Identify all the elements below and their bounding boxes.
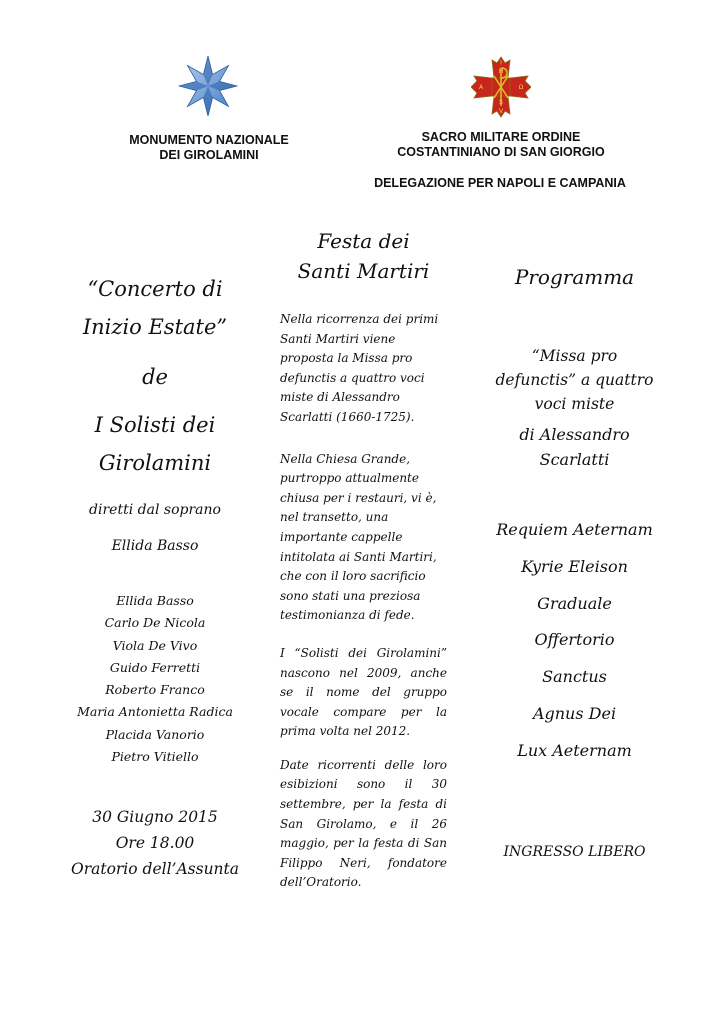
program-sections xyxy=(482,512,667,770)
constantinian-cross-icon xyxy=(471,56,531,118)
cross-monogram-bottom: V xyxy=(498,108,504,115)
performer-name: Guido Ferretti xyxy=(109,659,201,675)
text-line: sono stati una preziosa xyxy=(280,588,421,603)
performer-name: Maria Antonietta Radica xyxy=(77,704,233,720)
text-line: Santi Martiri viene xyxy=(280,331,396,346)
delegation-name: DELEGAZIONE PER NAPOLI E CAMPANIA xyxy=(374,176,626,190)
left-column xyxy=(60,270,250,882)
text-line: intitolata ai Santi Martiri, xyxy=(280,549,437,564)
cross-monogram-upper: H xyxy=(498,68,504,75)
paragraph-solisti: I “Solisti dei Girolamini” nascono nel 2009, anche se il nome del gruppo vocale compare per la prima volta nel 2012. xyxy=(280,645,447,739)
text-line: testimonianza di fede. xyxy=(280,608,415,623)
text-line: Nella Chiesa Grande, xyxy=(280,451,411,466)
work-title-line3: voci miste xyxy=(534,395,615,413)
directed-by: diretti dal soprano xyxy=(89,502,221,518)
text-line: miste di Alessandro xyxy=(280,390,400,405)
composer xyxy=(482,422,667,472)
concert-title-de: de xyxy=(142,365,168,389)
ensemble-name-line1: I Solisti dei xyxy=(94,413,216,437)
event-venue: Oratorio dell’Assunta xyxy=(70,860,240,879)
performer-name: Roberto Franco xyxy=(105,682,205,698)
text-line: che con il loro sacrificio xyxy=(280,569,426,584)
event-time: Ore 18.00 xyxy=(115,834,195,853)
performer-list xyxy=(40,590,270,768)
festa-title-line1: Festa dei xyxy=(317,229,410,253)
event-details xyxy=(40,804,270,882)
left-org-name xyxy=(104,133,314,163)
right-org-line1: SACRO MILITARE ORDINE xyxy=(421,130,581,144)
left-org-line2: DEI GIROLAMINI xyxy=(159,148,259,162)
text-line: defunctis a quattro voci xyxy=(280,370,425,385)
text-line: Nella ricorrenza dei primi xyxy=(280,312,439,326)
work-title-line2: defunctis” a quattro xyxy=(495,371,654,389)
director-name: Ellida Basso xyxy=(111,538,199,554)
right-org-line2: COSTANTINIANO DI SAN GIORGIO xyxy=(397,145,605,159)
paragraph-chiesa xyxy=(280,450,447,626)
text-line: importante cappelle xyxy=(280,529,403,544)
text-line: nel transetto, una xyxy=(280,510,389,525)
text-line: proposta la Missa pro xyxy=(280,351,413,366)
performer-name: Placida Vanorio xyxy=(105,726,205,742)
cross-monogram-right: Ω xyxy=(518,84,524,91)
performer-name: Ellida Basso xyxy=(116,593,194,608)
concert-title-line2: Inizio Estate” xyxy=(82,315,228,339)
right-column xyxy=(482,262,667,862)
paragraph-ricorrenza xyxy=(280,310,447,428)
program-section: Sanctus xyxy=(542,667,607,687)
performer-name: Viola De Vivo xyxy=(112,637,198,653)
text-line: purtroppo attualmente xyxy=(280,471,419,486)
cross-monogram-lower: S xyxy=(499,99,503,106)
cross-monogram-top: I xyxy=(500,59,502,67)
program-section: Offertorio xyxy=(534,630,615,650)
program-section: Kyrie Eleison xyxy=(521,556,628,576)
work-title xyxy=(482,344,667,416)
work-title-line1: “Missa pro xyxy=(531,347,618,365)
programma-title: Programma xyxy=(514,265,635,289)
text-line: Scarlatti (1660-1725). xyxy=(280,409,415,424)
program-section: Lux Aeternam xyxy=(517,740,632,760)
cross-monogram-left: A xyxy=(478,84,484,91)
performer-name: Carlo De Nicola xyxy=(104,615,206,631)
festa-title xyxy=(280,226,447,286)
paragraph-date: Date ricorrenti delle loro esibizioni sono il 30 settembre, per la festa di San Girolamo, e il 26 maggio, per la festa di San Filippo Neri, fondatore dell’Oratorio. xyxy=(280,757,447,890)
program-section: Requiem Aeternam xyxy=(496,520,653,539)
left-org-line1: MONUMENTO NAZIONALE xyxy=(129,133,289,147)
event-date: 30 Giugno 2015 xyxy=(92,808,218,827)
program-section: Graduale xyxy=(537,593,612,613)
festa-title-line2: Santi Martiri xyxy=(297,259,430,283)
admission-notice: INGRESSO LIBERO xyxy=(503,843,646,860)
composer-line1: di Alessandro xyxy=(519,425,630,444)
middle-column xyxy=(280,226,447,893)
ensemble-name-line2: Girolamini xyxy=(98,451,212,475)
composer-line2: Scarlatti xyxy=(539,450,610,469)
performer-name: Pietro Vitiello xyxy=(111,749,199,765)
text-line: chiusa per i restauri, vi è, xyxy=(280,490,437,505)
star-logo-icon xyxy=(178,55,238,117)
right-org-name xyxy=(366,130,636,160)
concert-title-line1: “Concerto di xyxy=(87,277,223,301)
program-section: Agnus Dei xyxy=(532,703,617,723)
